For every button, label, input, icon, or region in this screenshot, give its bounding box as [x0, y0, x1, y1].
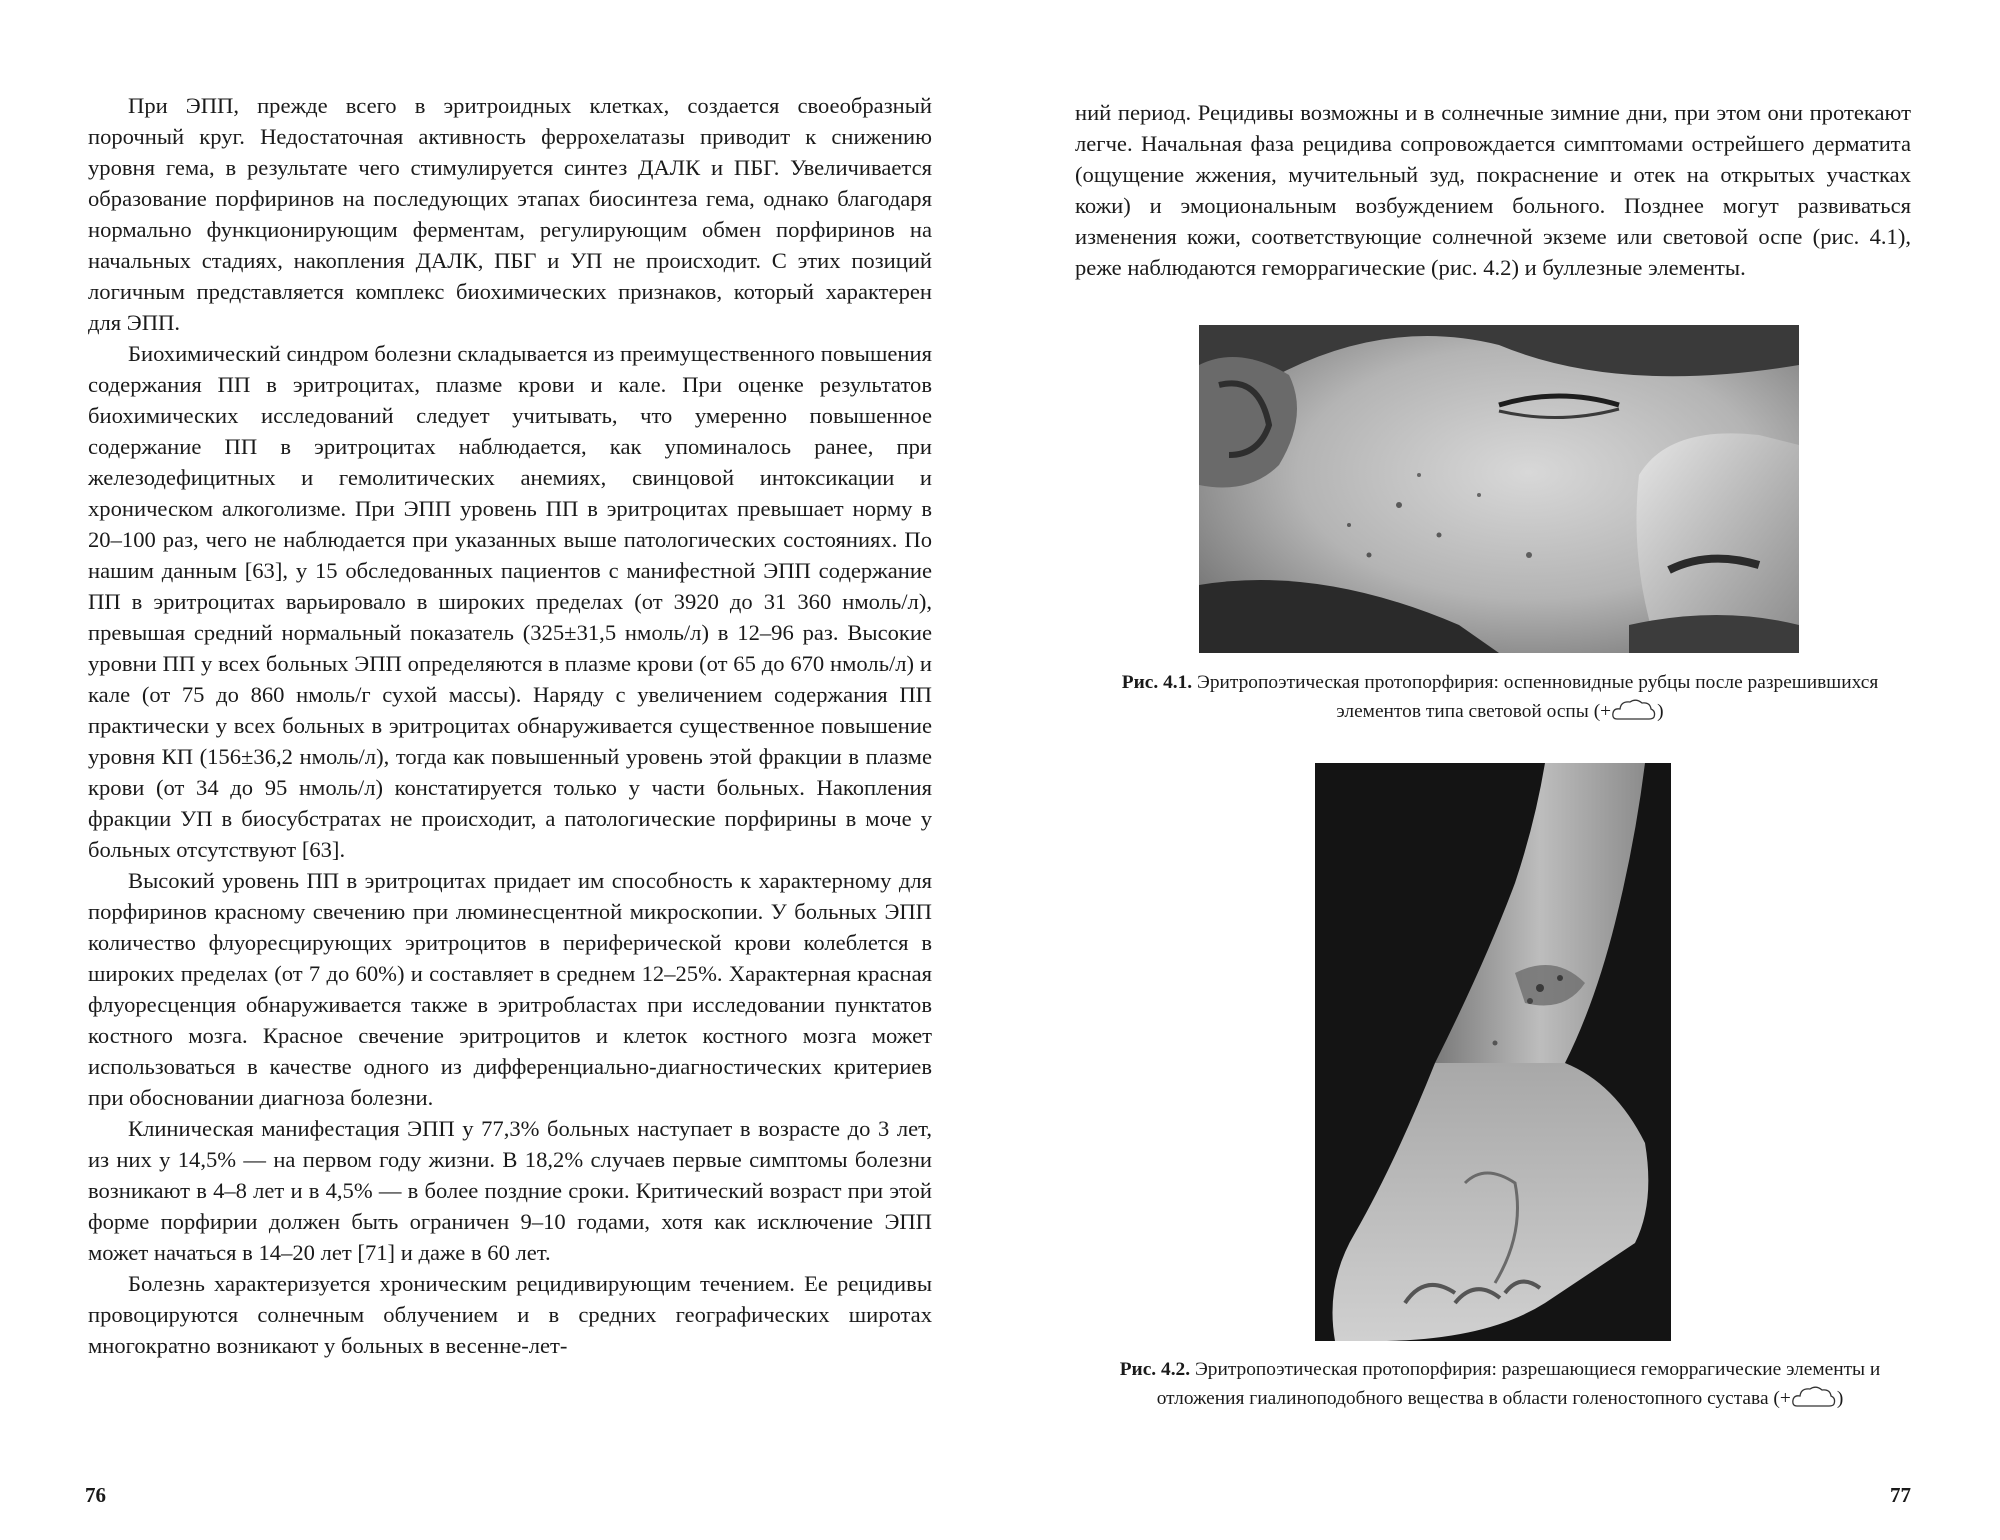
paragraph: Высокий уровень ПП в эритроцитах придает им способность к характерному для порфиринов красному свечению при люминесцентной микроскопии. У больных ЭПП количество флуоресцирующих эритроцитов в периферической крови колеблется в широких пределах (от 7 до 60%) и составляет в среднем 12–25%. Характерная красная флуоресценция обнаруживается также в эритробластах при исследовании пунктатов костного мозга. Красное свечение эритроцитов и клеток костного мозга может использоваться в качестве одного из дифференциально-диагностических критериев при обосновании диагноза болезни. [88, 868, 932, 1110]
paragraph: Клиническая манифестация ЭПП у 77,3% больных наступает в возрасте до 3 лет, из них у 14,5% — на первом году жизни. В 18,2% случаев первые симптомы болезни возникают в 4–8 лет и в 4,5% — в более поздние сроки. Критический возраст при этой форме порфирии должен быть ограничен 9–10 годами, хотя как исключение ЭПП может начаться в 14–20 лет [71] и даже в 60 лет. [88, 1116, 932, 1265]
foot-photo-image [1315, 763, 1671, 1341]
left-page-text [88, 90, 932, 1361]
page-number-left: 76 [85, 1483, 106, 1507]
figure-4-2-photo [1315, 763, 1671, 1341]
figure-4-1-caption [1090, 668, 1910, 726]
cloud-icon [1791, 1384, 1837, 1410]
paragraph: При ЭПП, прежде всего в эритроидных клетках, создается своеобразный порочный круг. Недостаточная активность феррохелатазы приводит к снижению уровня гема, в результате чего стимулируется синтез ДАЛК и ПБГ. Увеличивается образование порфиринов на последующих этапах биосинтеза гема, однако благодаря нормально функционирующим ферментам, регулирующим обмен порфиринов на начальных стадиях, накопления ДАЛК, ПБГ и УП не происходит. С этих позиций логичным представляется комплекс биохимических признаков, который характерен для ЭПП. [88, 93, 932, 335]
cloud-reference [1594, 697, 1664, 726]
cloud-icon [1611, 697, 1657, 723]
figure-caption-text: Эритропоэтическая протопорфирия: оспенновидные рубцы после разрешившихся элементов типа световой оспы [1197, 672, 1879, 722]
figure-4-2-caption [1085, 1355, 1915, 1413]
paragraph: Болезнь характеризуется хроническим рецидивирующим течением. Ее рецидивы провоцируются солнечным облучением и в средних географических широтах многократно возникают у больных в весенне-лет- [88, 1271, 932, 1358]
right-page [1000, 0, 2000, 1540]
cloud-ref-open: (+ [1593, 701, 1612, 722]
paragraph: Биохимический синдром болезни складывается из преимущественного повышения содержания ПП в эритроцитах, плазме крови и кале. При оценке результатов биохимических исследований следует учитывать, что умеренно повышенное содержание ПП в эритроцитах наблюдается, как упоминалось ранее, при железодефицитных и гемолитических анемиях, свинцовой интоксикации и хроническом алкоголизме. При ЭПП уровень ПП в эритроцитах превышает норму в 20–100 раз, чего не наблюдается при указанных выше патологических состояниях. По нашим данным [63], у 15 обследованных пациентов с манифестной ЭПП содержание ПП в эритроцитах варьировало в широких пределах (от 3920 до 31 360 нмоль/л), превышая средний нормальный показатель (325±31,5 нмоль/л) в 12–96 раз. Высокие уровни ПП у всех больных ЭПП определяются в плазме крови (от 65 до 670 нмоль/л) и кале (от 75 до 860 нмоль/г сухой массы). Наряду с увеличением содержания ПП практически у всех больных в эритроцитах обнаруживается существенное повышение уровня КП (156±36,2 нмоль/л), тогда как повышенный уровень этой фракции в плазме крови (от 34 до 95 нмоль/л) констатируется только у части больных. Накопления фракции УП в биосубстратах не происходит, а патологические порфирины в моче у больных отсутствуют [63]. [88, 341, 932, 862]
figure-label: Рис. 4.1. [1121, 672, 1193, 693]
figure-caption-text: Эритропоэтическая протопорфирия: разрешающиеся геморрагические элементы и отложения гиалиноподобного вещества в области голеностопного сустава [1156, 1359, 1881, 1409]
figure-4-1-photo [1199, 325, 1799, 653]
face-photo-image [1199, 325, 1799, 653]
page-number-right: 77 [1890, 1483, 1911, 1507]
cloud-ref-open: (+ [1773, 1388, 1791, 1409]
figure-label: Рис. 4.2. [1119, 1359, 1191, 1380]
cloud-ref-close: ) [1657, 701, 1664, 722]
cloud-ref-close: ) [1836, 1388, 1844, 1409]
paragraph: ний период. Рецидивы возможны и в солнечные зимние дни, при этом они протекают легче. Начальная фаза рецидива сопровождается симптомами острейшего дерматита (ощущение жжения, мучительный зуд, покраснение и отек на открытых участках кожи) и эмоциональным возбуждением больного. Позднее могут развиваться изменения кожи, соответствующие солнечной экземе или световой оспе (рис. 4.1), реже наблюдаются геморрагические (рис. 4.2) и буллезные элементы. [1075, 100, 1911, 280]
right-page-text [1075, 97, 1911, 283]
cloud-reference [1773, 1384, 1843, 1413]
